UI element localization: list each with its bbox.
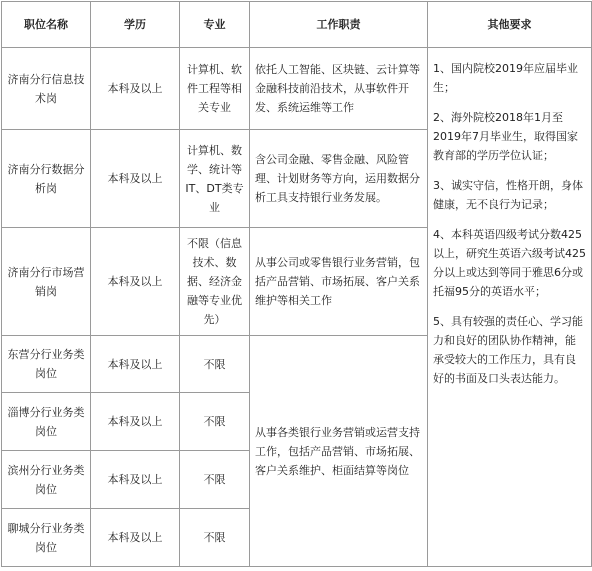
education: 本科及以上 [91,509,180,567]
education: 本科及以上 [91,48,180,130]
header-position: 职位名称 [2,2,91,48]
major: 不限 [180,509,250,567]
header-duty: 工作职责 [250,2,428,48]
position-name: 淄博分行业务类岗位 [2,393,91,451]
position-name: 聊城分行业务类岗位 [2,509,91,567]
duty: 从事公司或零售银行业务营销，包括产品营销、市场拓展、客户关系维护等相关工作 [250,228,428,336]
major: 不限 [180,336,250,393]
position-name: 济南分行市场营销岗 [2,228,91,336]
major: 不限 [180,451,250,509]
position-name: 济南分行数据分析岗 [2,130,91,228]
requirement-item: 4、本科英语四级考试分数425以上，研究生英语六级考试425分以上或达到等同于雅思6分或托福95分的英语水平； [433,228,586,298]
other-requirements [428,48,592,567]
education: 本科及以上 [91,451,180,509]
education: 本科及以上 [91,130,180,228]
position-name: 东营分行业务类岗位 [2,336,91,393]
job-table [1,1,592,567]
major: 不限 [180,393,250,451]
major: 不限（信息技术、数据、经济金融等专业优先） [180,228,250,336]
table-row [2,48,592,130]
requirement-item: 3、诚实守信，性格开朗，身体健康，无不良行为记录； [433,179,583,211]
requirement-item: 5、具有较强的责任心、学习能力和良好的团队协作精神，能承受较大的工作压力，具有良好的书面及口头表达能力。 [433,315,583,385]
shared-duty: 从事各类银行业务营销或运营支持工作，包括产品营销、市场拓展、客户关系维护、柜面结算等岗位 [250,336,428,567]
education: 本科及以上 [91,393,180,451]
requirement-item: 2、海外院校2018年1月至2019年7月毕业生，取得国家教育部的学历学位认证； [433,111,578,162]
header-major: 专业 [180,2,250,48]
duty: 含公司金融、零售金融、风险管理、计划财务等方向，运用数据分析工具支持银行业务发展。 [250,130,428,228]
education: 本科及以上 [91,336,180,393]
position-name: 滨州分行业务类岗位 [2,451,91,509]
header-education: 学历 [91,2,180,48]
major: 计算机、数学、统计等IT、DT类专业 [180,130,250,228]
header-other-requirements: 其他要求 [428,2,592,48]
requirement-item: 1、国内院校2019年应届毕业生； [433,62,578,94]
education: 本科及以上 [91,228,180,336]
major: 计算机、软件工程等相关专业 [180,48,250,130]
header-row [2,2,592,48]
duty: 依托人工智能、区块链、云计算等金融科技前沿技术，从事软件开发、系统运维等工作 [250,48,428,130]
position-name: 济南分行信息技术岗 [2,48,91,130]
